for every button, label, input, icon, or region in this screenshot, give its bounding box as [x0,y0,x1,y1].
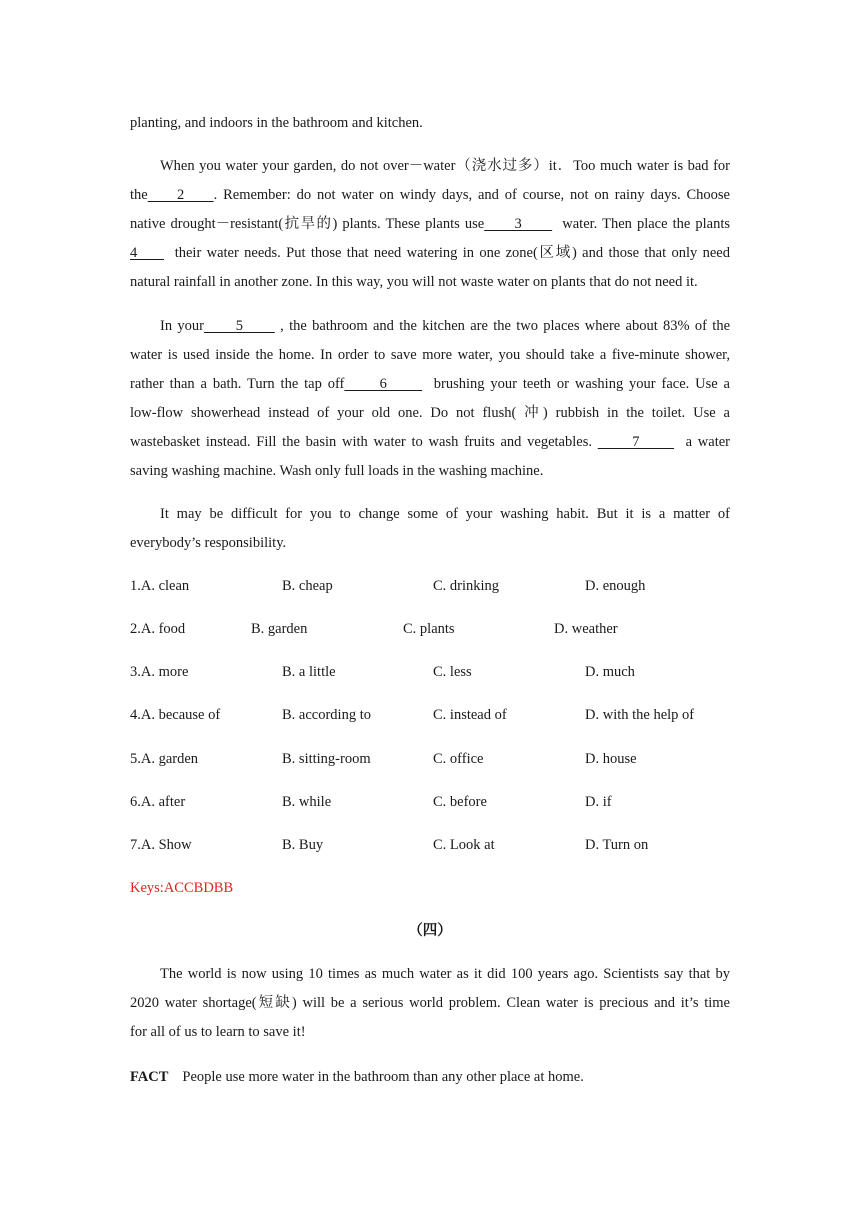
option-1b: B. cheap [282,578,333,594]
blank-5: 5 [203,318,275,334]
option-4c: C. instead of [433,707,507,723]
paragraph-line [130,375,730,393]
paragraph-line: natural rainfall in another zone. In this way, you will not waste water on plants that do not need it. [130,274,698,290]
paragraph-line: 2020 water shortage(短缺) will be a serious world problem. Clean water is precious and it’s time [130,995,730,1011]
option-1d: D. enough [585,578,646,594]
text-span: the [130,187,148,203]
option-4b: B. according to [282,707,371,723]
option-6b: B. while [282,794,332,810]
text-span: a water [674,434,730,450]
paragraph-line [130,317,730,335]
option-3b: B. a little [282,664,336,680]
blank-7: 7 [597,434,675,450]
text-span: wastebasket instead. Fill the basin with water to wash fruits and vegetables. [130,434,598,450]
option-7c: C. Look at [433,837,495,853]
blank-2: 2 [147,187,214,203]
paragraph-line [130,186,730,204]
paragraph-line: The world is now using 10 times as much water as it did 100 years ago. Scientists say that by [160,966,730,982]
option-7a: 7.A. Show [130,837,192,853]
text-span: . Remember: do not water on windy days, and of course, not on rainy days. Choose [213,187,730,203]
option-1c: C. drinking [433,578,500,594]
paragraph-line [130,433,730,451]
paragraph-line: everybody’s responsibility. [130,535,287,551]
option-3d: D. much [585,664,635,680]
text-span: In your [160,318,204,334]
text-span: their water needs. Put those that need watering in one zone(区域) and those that only need [164,245,730,261]
option-7d: D. Turn on [585,837,649,853]
option-2c: C. plants [403,621,455,637]
fact-line [130,1068,730,1086]
paragraph-line: water is used inside the home. In order to save more water, you should take a five-minute shower, [130,347,730,363]
option-4d: D. with the help of [585,707,695,723]
option-2b: B. garden [251,621,308,637]
option-4a: 4.A. because of [130,707,221,723]
text-span: brushing your teeth or washing your face. Use a [422,376,730,392]
option-2a: 2.A. food [130,621,186,637]
fact-text: People use more water in the bathroom than any other place at home. [182,1069,584,1085]
paragraph-line: When you water your garden, do not over－water（浇水过多）it．Too much water is bad for [160,158,730,174]
option-3a: 3.A. more [130,664,189,680]
text-span: , the bathroom and the kitchen are the two places where about 83% of the [274,318,731,334]
option-1a: 1.A. clean [130,578,190,594]
paragraph-line: low-flow showerhead instead of your old one. Do not flush( 冲) rubbish in the toilet. Use a [130,405,730,421]
option-5c: C. office [433,751,484,767]
paragraph-line [130,244,730,262]
option-5a: 5.A. garden [130,751,199,767]
blank-6: 6 [344,376,423,392]
blank-4: 4 [130,245,164,261]
option-7b: B. Buy [282,837,324,853]
option-3c: C. less [433,664,472,680]
paragraph-line: It may be difficult for you to change some of your washing habit. But it is a matter of [160,506,730,522]
paragraph-line: saving washing machine. Wash only full loads in the washing machine. [130,463,544,479]
blank-3: 3 [484,216,553,232]
paragraph-line: for all of us to learn to save it! [130,1024,306,1040]
text-span: water. Then place the plants [552,216,730,232]
option-6c: C. before [433,794,487,810]
section-title: （四） [408,923,452,939]
text-span: native drought－resistant(抗旱的) plants. These plants use [130,216,485,232]
fact-label: FACT [130,1069,169,1085]
option-2d: D. weather [554,621,618,637]
answer-keys: Keys:ACCBDBB [130,880,234,896]
option-6a: 6.A. after [130,794,186,810]
option-5d: D. house [585,751,637,767]
option-6d: D. if [585,794,612,810]
paragraph-line: planting, and indoors in the bathroom and kitchen. [130,115,423,131]
paragraph-line [130,215,730,233]
option-5b: B. sitting-room [282,751,371,767]
text-span: rather than a bath. Turn the tap off [130,376,345,392]
